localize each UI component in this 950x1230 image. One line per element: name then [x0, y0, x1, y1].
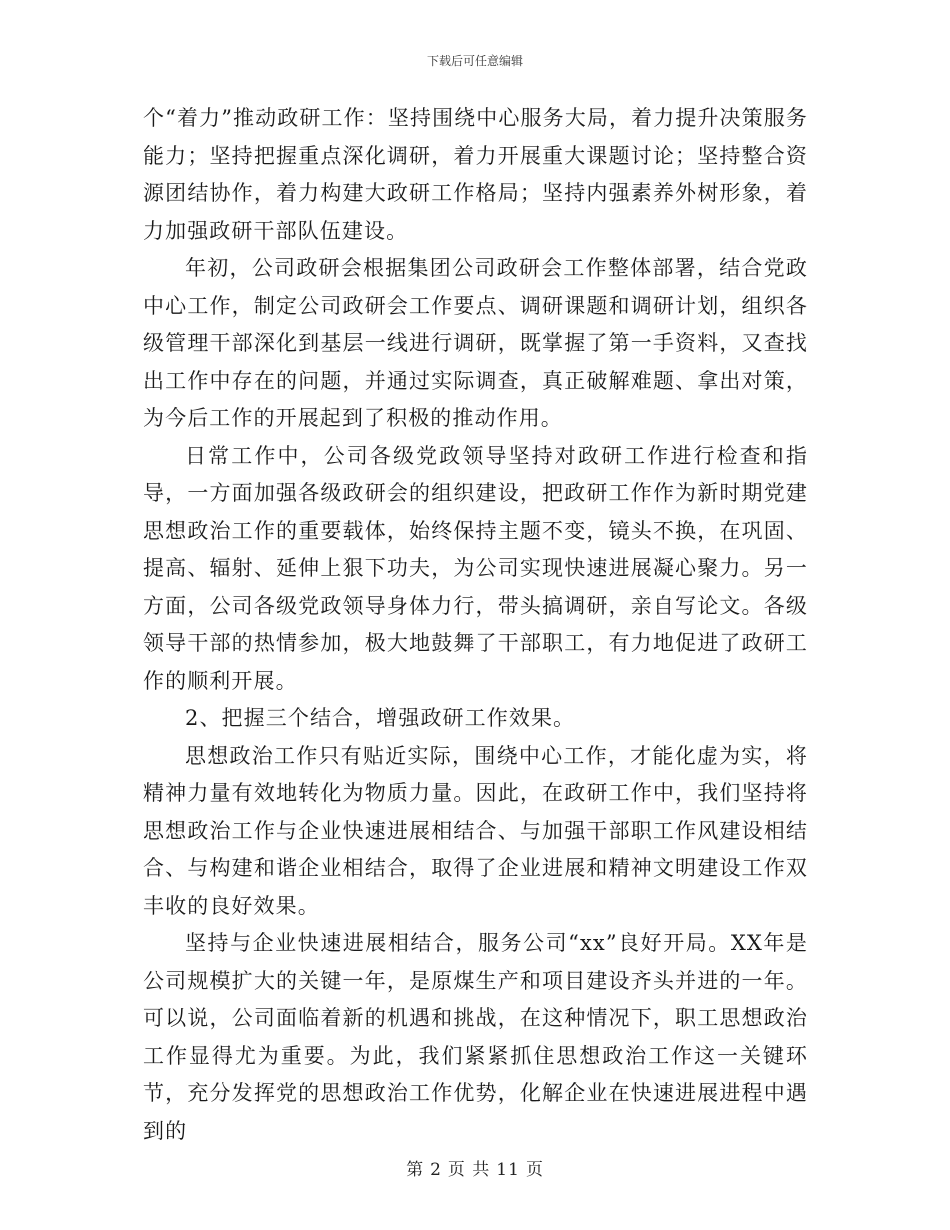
footer-suffix: 页	[525, 1160, 544, 1180]
footer-page-number: 2	[430, 1160, 442, 1180]
page-footer	[0, 1155, 950, 1180]
paragraph-5: 坚持与企业快速进展相结合，服务公司“xx”良好开局。XX年是公司规模扩大的关键一年，是原煤生产和项目建设齐头并进的一年。可以说，公司面临着新的机遇和挑战，在这种情况下，职工思想政治工作显得尤为重要。为此，我们紧紧抓住思想政治工作这一关键环节，充分发挥党的思想政治工作优势，化解企业在快速进展进程中遇到的	[143, 931, 808, 1143]
footer-middle: 页 共	[447, 1160, 491, 1180]
footer-total-pages: 11	[496, 1160, 520, 1180]
paragraph-2: 年初，公司政研会根据集团公司政研会工作整体部署，结合党政中心工作，制定公司政研会工作要点、调研课题和调研计划，组织各级管理干部深化到基层一线进行调研，既掌握了第一手资料，又查找出工作中存在的问题，并通过实际调查，真正破解难题、拿出对策，为今后工作的开展起到了积极的推动作用。	[143, 256, 808, 430]
paragraph-4: 思想政治工作只有贴近实际，围绕中心工作，才能化虚为实，将精神力量有效地转化为物质力量。因此，在政研工作中，我们坚持将思想政治工作与企业快速进展相结合、与加强干部职工作风建设相结合、与构建和谐企业相结合，取得了企业进展和精神文明建设工作双丰收的良好效果。	[143, 743, 808, 918]
paragraph-3: 日常工作中，公司各级党政领导坚持对政研工作进行检查和指导，一方面加强各级政研会的组织建设，把政研工作作为新时期党建思想政治工作的重要载体，始终保持主题不变，镜头不换，在巩固、提高、辐射、延伸上狠下功夫，为公司实现快速进展凝心聚力。另一方面，公司各级党政领导身体力行，带头搞调研，亲自写论文。各级领导干部的热情参加，极大地鼓舞了干部职工，有力地促进了政研工作的顺利开展。	[143, 443, 808, 693]
footer-prefix: 第	[406, 1160, 425, 1180]
section-heading: 2、把握三个结合，增强政研工作效果。	[185, 706, 576, 730]
page-header: 下载后可任意编辑	[426, 54, 523, 68]
document-body	[143, 100, 808, 1150]
paragraph-1: 个“着力”推动政研工作：坚持围绕中心服务大局，着力提升决策服务能力；坚持把握重点深化调研，着力开展重大课题讨论；坚持整合资源团结协作，着力构建大政研工作格局；坚持内强素养外树形象，着力加强政研干部队伍建设。	[143, 106, 808, 243]
